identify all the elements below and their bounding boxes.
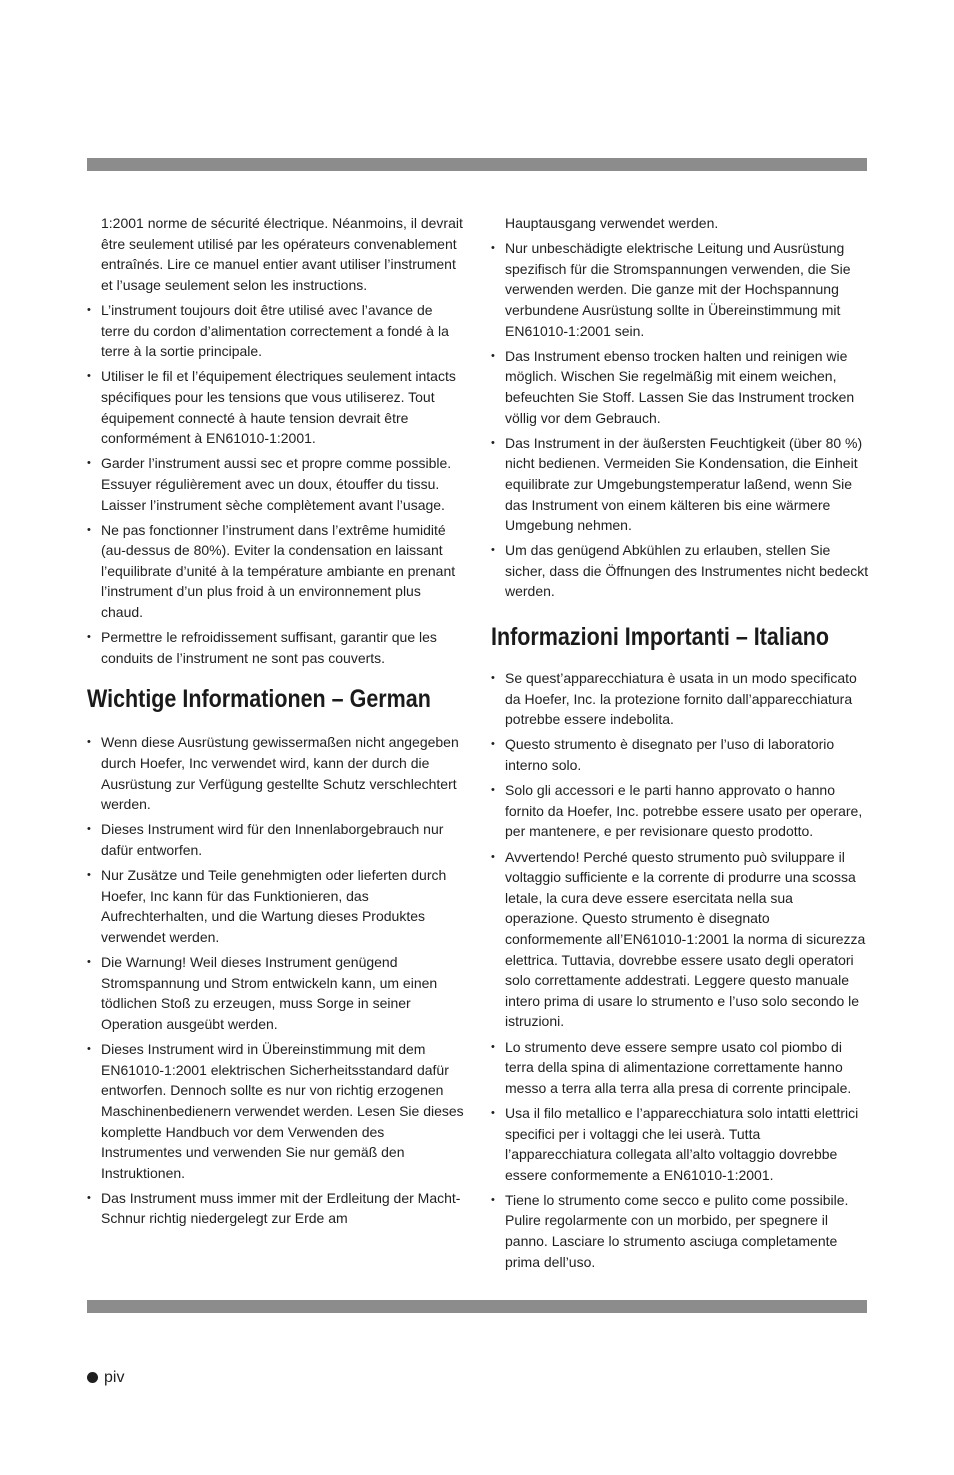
- list-item: • Dieses Instrument wird für den Innenlaborgebrauch nur dafür entworfen.: [87, 819, 465, 860]
- german-bullet-list-continued: [491, 238, 869, 602]
- list-item: • Das Instrument ebenso trocken halten und reinigen wie möglich. Wischen Sie regelmäßig mit einem weichen, befeuchten Sie Stoff. Lassen Sie das Instrument trocken völlig vor dem Gebrauch.: [491, 346, 869, 428]
- list-item: • Tiene lo strumento come secco e pulito come possibile. Pulire regolarmente con un morbido, per spegnere il panno. Lasciare lo strumento asciuga completamente prima dell’uso.: [491, 1190, 869, 1272]
- list-item: • Ne pas fonctionner l’instrument dans l’extrême humidité (au-dessus de 80%). Eviter la condensation en laissant l’equilibrate d’unité à la température ambiante en prenant l’instrument d’un plus froid à un environnement plus chaud.: [87, 520, 465, 623]
- list-item: • Lo strumento deve essere sempre usato col piombo di terra della spina di alimentazione correttamente hanno messo a terra alla terra alla presa di corrente principale.: [491, 1037, 869, 1099]
- german-bullet-list: [87, 732, 465, 1229]
- list-item: • Utiliser le fil et l’équipement électriques seulement intacts spécifiques pour les tensions que vous utiliserez. Tout équipement connecté à haute tension devrait être conformément à EN61010-1:2001.: [87, 366, 465, 448]
- bullet-dot-icon: [87, 1372, 98, 1383]
- german-section-heading: Wichtige Informationen – German: [87, 685, 431, 714]
- list-item: • Die Warnung! Weil dieses Instrument genügend Stromspannung und Strom entwickeln kann, um einen tödlichen Stoß zu erzeugen, muss Sorge in seiner Operation ausgeübt werden.: [87, 952, 465, 1034]
- french-intro-paragraph: 1:2001 norme de sécurité électrique. Néanmoins, il devrait être seulement utilisé par les opérateurs convenablement entraînés. Lire ce manuel entier avant utiliser l’instrument et l’usage seulement selon les instructions.: [101, 215, 463, 293]
- page-number: piv: [104, 1369, 125, 1386]
- page-footer: [87, 1368, 124, 1388]
- italian-bullet-list: [491, 668, 869, 1272]
- bottom-rule: [87, 1300, 867, 1313]
- list-item: • Das Instrument in der äußersten Feuchtigkeit (über 80 %) nicht bedienen. Vermeiden Sie Kondensation, die Einheit equilibrate zur Umgebungstemperatur laßend, wenn Sie das Instrument von einem kälteren bis eine wärmere Umgebung nehmen.: [491, 433, 869, 536]
- list-item: • Se quest’apparecchiatura è usata in un modo specificato da Hoefer, Inc. la protezione fornito dall’apparecchiatura potrebbe essere indebolita.: [491, 668, 869, 730]
- top-rule: [87, 158, 867, 171]
- list-item: • Dieses Instrument wird in Übereinstimmung mit dem EN61010-1:2001 elektrischen Sicherheitsstandard dafür entworfen. Dennoch sollte es nur von richtig erzogenen Maschinenbedienern verwendet werden. Lesen Sie dieses komplette Handbuch vor dem Verwenden des Instrumentes und verwenden Sie nur gemäß den Instruktionen.: [87, 1039, 465, 1183]
- list-item: • Garder l’instrument aussi sec et propre comme possible. Essuyer régulièrement avec un doux, étouffer du tissu. Laisser l’instrument sèche complètement avant l’usage.: [87, 453, 465, 515]
- list-item: • L’instrument toujours doit être utilisé avec l’avance de terre du cordon d’alimentation correctement a fondé à la terre à la sortie principale.: [87, 300, 465, 362]
- right-column: [491, 213, 869, 1277]
- list-item: • Questo strumento è disegnato per l’uso di laboratorio interno solo.: [491, 734, 869, 775]
- list-item: • Das Instrument muss immer mit der Erdleitung der Macht-Schnur richtig niedergelegt zur Erde am: [87, 1188, 465, 1229]
- list-item: • Nur unbeschädigte elektrische Leitung und Ausrüstung spezifisch für die Stromspannungen verwenden, die Sie verwenden werden. Die ganze mit der Hochspannung verbundene Ausrüstung sollte in Übereinstimmung mit EN61010-1:2001 sein.: [491, 238, 869, 341]
- list-item: • Um das genügend Abkühlen zu erlauben, stellen Sie sicher, dass die Öffnungen des Instrumentes nicht bedeckt werden.: [491, 540, 869, 602]
- italian-section-heading: Informazioni Importanti – Italiano: [491, 623, 830, 652]
- list-item: • Permettre le refroidissement suffisant, garantir que les conduits de l’instrument ne sont pas couverts.: [87, 627, 465, 668]
- list-item: • Avvertendo! Perché questo strumento può sviluppare il voltaggio sufficiente e la corrente di produrre una scossa letale, la cura deve essere esercitata nella sua operazione. Questo strumento è disegnato conformemente all’EN61010-1:2001 la norma di sicurezza elettrica. Tuttavia, dovrebbe essere usato degli operatori solo correttamente addestrati. Leggere questo manuale intero prima di usare lo strumento e l’uso solo secondo le istruzioni.: [491, 847, 869, 1032]
- left-column: [87, 213, 465, 1234]
- list-item: • Solo gli accessori e le parti hanno approvato o hanno fornito da Hoefer, Inc. potrebbe essere usato per operare, per mantenere, e per revisionare questo prodotto.: [491, 780, 869, 842]
- list-item: • Usa il filo metallico e l’apparecchiatura solo intatti elettrici specifici per i voltaggi che lei userà. Tutta l’apparecchiatura collegata all’alto voltaggio dovrebbe essere conformemente a EN61010-1:2001.: [491, 1103, 869, 1185]
- french-bullet-list: [87, 300, 465, 668]
- german-continuation-paragraph: Hauptausgang verwendet werden.: [505, 215, 719, 231]
- list-item: • Nur Zusätze und Teile genehmigten oder lieferten durch Hoefer, Inc kann für das Funktionieren, das Aufrechterhalten, und die Wartung dieses Produktes verwendet werden.: [87, 865, 465, 947]
- list-item: • Wenn diese Ausrüstung gewissermaßen nicht angegeben durch Hoefer, Inc verwendet wird, kann der durch die Ausrüstung zur Verfügung gestellte Schutz verschlechtert werden.: [87, 732, 465, 814]
